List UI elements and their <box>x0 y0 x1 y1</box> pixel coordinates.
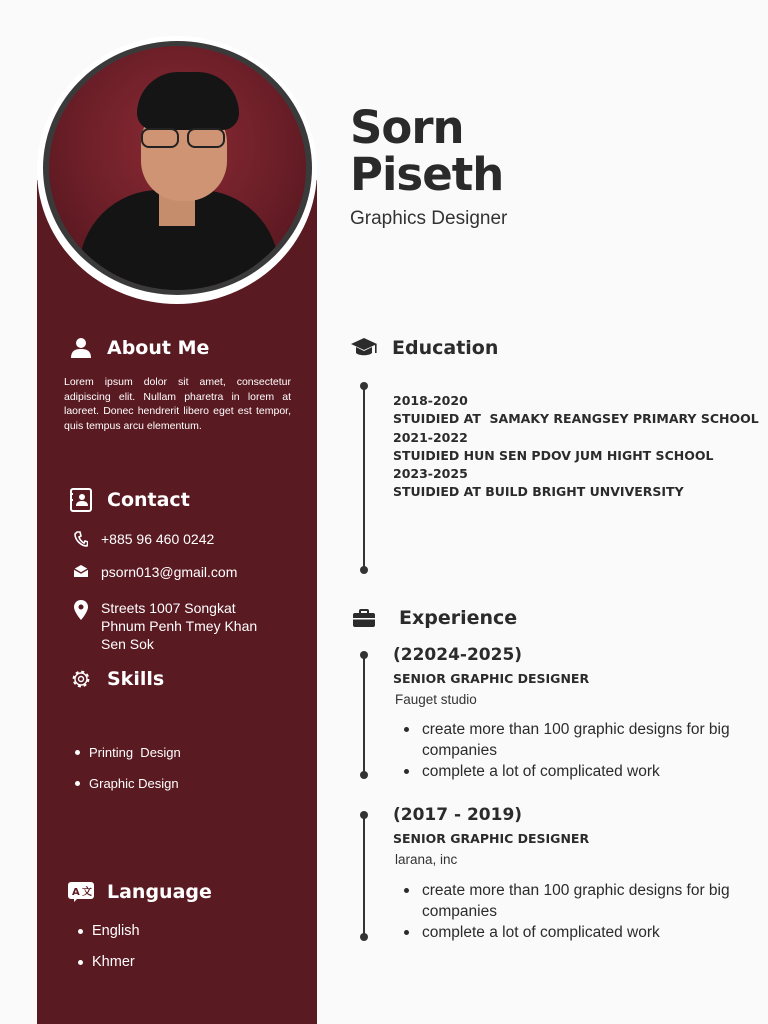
timeline-dot <box>360 811 368 819</box>
experience-company: Fauget studio <box>395 692 477 707</box>
person-name <box>350 101 504 201</box>
last-name: Piseth <box>350 148 504 201</box>
skills-list <box>73 737 181 799</box>
gear-icon <box>68 667 94 691</box>
about-heading-label: About Me <box>107 337 210 359</box>
address-line: Streets 1007 Songkat <box>101 600 236 616</box>
contact-address <box>72 599 257 653</box>
job-title: Graphics Designer <box>350 208 508 229</box>
contact-heading-label: Contact <box>107 489 190 511</box>
experience-timeline <box>363 815 365 937</box>
contact-heading <box>68 488 190 512</box>
translate-icon <box>68 880 94 904</box>
timeline-dot <box>360 651 368 659</box>
list-item: create more than 100 graphic designs for big companies <box>400 719 730 761</box>
experience-points <box>400 880 750 943</box>
education-list <box>393 392 759 502</box>
contact-email <box>72 563 237 581</box>
address-line: Sen Sok <box>101 636 154 652</box>
svg-text:文: 文 <box>82 887 92 898</box>
envelope-icon <box>72 563 90 578</box>
education-heading-label: Education <box>392 337 499 359</box>
education-years: 2018-2020 <box>393 393 468 408</box>
list-item: Printing Design <box>73 737 181 768</box>
briefcase-icon <box>352 606 376 630</box>
skills-heading-label: Skills <box>107 668 165 690</box>
graduation-cap-icon <box>350 336 378 360</box>
location-pin-icon <box>72 599 90 620</box>
timeline-dot <box>360 933 368 941</box>
education-school: STUIDIED AT SAMAKY REANGSEY PRIMARY SCHOOL <box>393 411 759 427</box>
phone-icon <box>72 530 90 547</box>
contact-phone <box>72 530 214 548</box>
timeline-dot <box>360 771 368 779</box>
language-heading <box>68 880 212 904</box>
phone-value[interactable]: +885 96 460 0242 <box>101 531 215 547</box>
education-years: 2021-2022 <box>393 429 468 445</box>
timeline-dot <box>360 566 368 574</box>
experience-timeline <box>363 655 365 775</box>
svg-text:A: A <box>72 887 80 898</box>
list-item: create more than 100 graphic designs for big companies <box>400 880 730 922</box>
experience-period: (22024-2025) <box>393 645 523 665</box>
address-line: Phnum Penh Tmey Khan <box>101 618 258 634</box>
about-text: Lorem ipsum dolor sit amet, consectetur adipiscing elit. Nullam pharetra in lorem at laoreet. Donec hendrerit libero eget est tempor, quis tempus arcu elementum. <box>64 376 291 432</box>
timeline-dot <box>360 382 368 390</box>
education-school: STUIDIED HUN SEN PDOV JUM HIGHT SCHOOL <box>393 447 714 463</box>
education-timeline <box>363 386 365 570</box>
education-school: STUIDIED AT BUILD BRIGHT UNVIVERSITY <box>393 484 684 500</box>
experience-company: larana, inc <box>395 852 458 867</box>
experience-role: SENIOR GRAPHIC DESIGNER <box>393 671 590 686</box>
language-heading-label: Language <box>107 881 212 903</box>
avatar-photo <box>49 46 306 290</box>
language-list <box>76 916 140 978</box>
experience-heading-label: Experience <box>399 607 518 629</box>
user-icon <box>68 336 94 360</box>
list-item: English <box>76 916 140 947</box>
education-heading <box>350 336 498 360</box>
email-value[interactable]: psorn013@gmail.com <box>101 564 238 580</box>
list-item: Khmer <box>76 947 140 978</box>
contact-card-icon <box>68 488 94 512</box>
skills-heading <box>68 667 164 691</box>
list-item: Graphic Design <box>73 768 181 799</box>
education-years: 2023-2025 <box>393 466 468 482</box>
list-item: complete a lot of complicated work <box>400 922 750 943</box>
avatar <box>43 41 312 295</box>
experience-points <box>400 719 750 782</box>
experience-heading <box>352 606 517 630</box>
experience-role: SENIOR GRAPHIC DESIGNER <box>393 831 590 846</box>
address-value <box>101 599 257 653</box>
about-heading <box>68 336 209 360</box>
list-item: complete a lot of complicated work <box>400 761 750 782</box>
experience-period: (2017 - 2019) <box>393 805 523 825</box>
first-name: Sorn <box>350 101 464 154</box>
